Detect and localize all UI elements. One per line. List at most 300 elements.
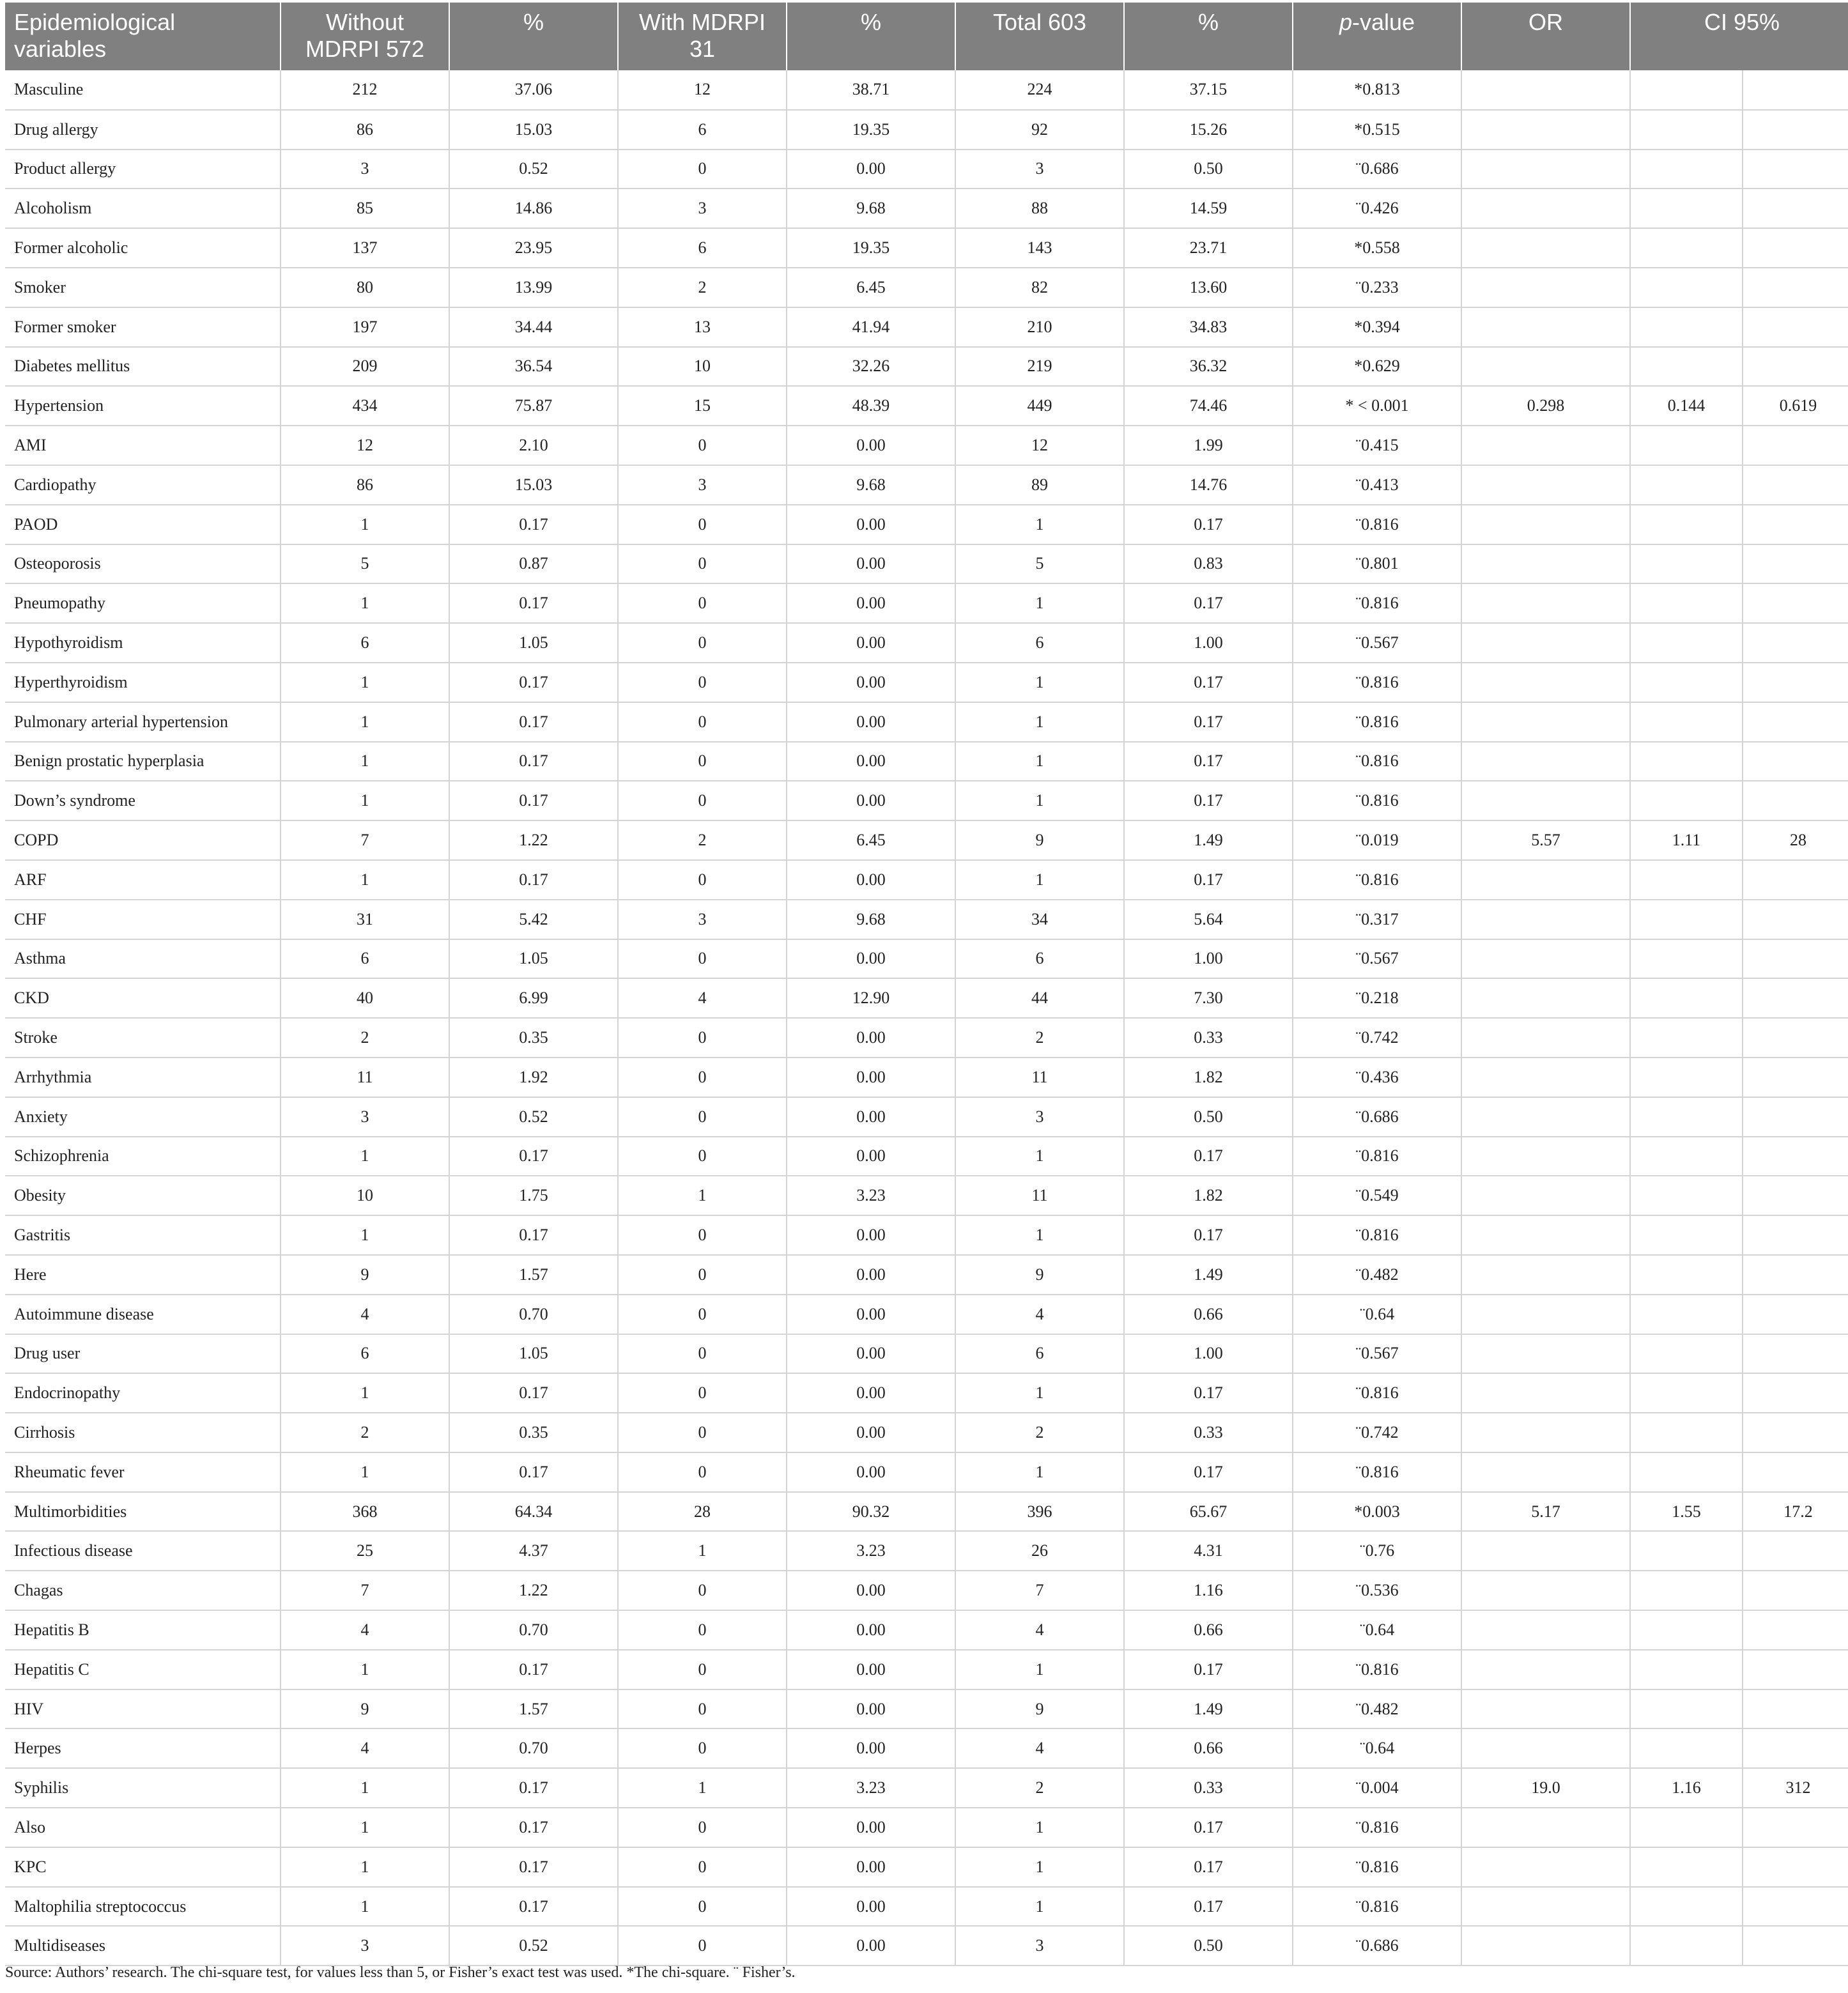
cell-total-count: 12 <box>955 426 1124 465</box>
cell-ci-lower <box>1630 1571 1743 1610</box>
cell-odds-ratio <box>1461 1847 1630 1887</box>
cell-without-percent: 0.17 <box>449 1452 618 1492</box>
cell-without-percent: 13.99 <box>449 268 618 307</box>
cell-odds-ratio <box>1461 1137 1630 1176</box>
cell-total-count: 1 <box>955 781 1124 820</box>
cell-variable-name: Diabetes mellitus <box>5 347 281 387</box>
cell-p-value: *0.003 <box>1293 1492 1461 1532</box>
cell-ci-lower <box>1630 307 1743 347</box>
cell-variable-name: Rheumatic fever <box>5 1452 281 1492</box>
cell-variable-name: Drug allergy <box>5 110 281 150</box>
cell-with-percent: 0.00 <box>787 1571 955 1610</box>
cell-without-count: 9 <box>281 1255 449 1295</box>
cell-ci-lower: 1.16 <box>1630 1768 1743 1808</box>
cell-with-count: 0 <box>618 663 787 702</box>
cell-without-percent: 36.54 <box>449 347 618 387</box>
table-row <box>5 347 1848 387</box>
header-total: Total 603 <box>955 3 1124 70</box>
cell-with-count: 3 <box>618 465 787 505</box>
cell-p-value: ¨0.415 <box>1293 426 1461 465</box>
header-variable: Epidemiological variables <box>5 3 281 70</box>
cell-odds-ratio <box>1461 1373 1630 1413</box>
cell-odds-ratio <box>1461 426 1630 465</box>
cell-with-percent: 12.90 <box>787 978 955 1018</box>
header-or: OR <box>1461 3 1630 70</box>
cell-total-count: 44 <box>955 978 1124 1018</box>
cell-p-value: * < 0.001 <box>1293 386 1461 426</box>
cell-p-value: *0.813 <box>1293 70 1461 110</box>
cell-total-percent: 1.49 <box>1124 1689 1293 1729</box>
cell-p-value: ¨0.816 <box>1293 663 1461 702</box>
cell-odds-ratio <box>1461 702 1630 742</box>
cell-ci-upper <box>1743 663 1848 702</box>
cell-with-percent: 0.00 <box>787 1018 955 1058</box>
table-row <box>5 663 1848 702</box>
cell-odds-ratio: 19.0 <box>1461 1768 1630 1808</box>
cell-with-percent: 32.26 <box>787 347 955 387</box>
cell-total-percent: 0.17 <box>1124 742 1293 781</box>
cell-variable-name: Autoimmune disease <box>5 1295 281 1334</box>
cell-ci-lower <box>1630 1847 1743 1887</box>
cell-ci-upper <box>1743 1808 1848 1847</box>
cell-with-count: 0 <box>618 426 787 465</box>
cell-without-count: 31 <box>281 900 449 939</box>
table-body <box>5 70 1848 1966</box>
cell-variable-name: Asthma <box>5 939 281 979</box>
cell-with-count: 0 <box>618 1650 787 1689</box>
cell-without-percent: 0.17 <box>449 1650 618 1689</box>
cell-ci-lower <box>1630 1452 1743 1492</box>
cell-total-percent: 0.17 <box>1124 1650 1293 1689</box>
cell-ci-lower <box>1630 1531 1743 1571</box>
cell-odds-ratio <box>1461 110 1630 150</box>
cell-p-value: ¨0.816 <box>1293 1808 1461 1847</box>
cell-odds-ratio <box>1461 1531 1630 1571</box>
cell-without-count: 368 <box>281 1492 449 1532</box>
cell-odds-ratio <box>1461 1887 1630 1927</box>
cell-with-count: 2 <box>618 820 787 860</box>
cell-odds-ratio <box>1461 70 1630 110</box>
cell-variable-name: Multimorbidities <box>5 1492 281 1532</box>
cell-variable-name: Syphilis <box>5 1768 281 1808</box>
cell-without-percent: 1.05 <box>449 1334 618 1374</box>
cell-total-count: 1 <box>955 1452 1124 1492</box>
cell-p-value: ¨0.218 <box>1293 978 1461 1018</box>
cell-with-percent: 0.00 <box>787 505 955 544</box>
cell-variable-name: Benign prostatic hyperplasia <box>5 742 281 781</box>
cell-total-count: 3 <box>955 1097 1124 1137</box>
cell-p-value: ¨0.816 <box>1293 505 1461 544</box>
cell-odds-ratio <box>1461 268 1630 307</box>
table-row <box>5 1215 1848 1255</box>
cell-ci-lower <box>1630 781 1743 820</box>
cell-with-percent: 0.00 <box>787 1926 955 1966</box>
cell-without-percent: 0.17 <box>449 505 618 544</box>
cell-variable-name: Here <box>5 1255 281 1295</box>
cell-total-percent: 1.00 <box>1124 1334 1293 1374</box>
cell-ci-upper <box>1743 583 1848 623</box>
cell-with-percent: 0.00 <box>787 583 955 623</box>
p-value-suffix: -value <box>1351 9 1415 35</box>
cell-p-value: ¨0.64 <box>1293 1295 1461 1334</box>
cell-total-count: 219 <box>955 347 1124 387</box>
cell-with-count: 0 <box>618 583 787 623</box>
cell-with-percent: 0.00 <box>787 1650 955 1689</box>
cell-ci-lower <box>1630 1373 1743 1413</box>
cell-ci-upper <box>1743 307 1848 347</box>
cell-total-count: 88 <box>955 189 1124 228</box>
cell-variable-name: Obesity <box>5 1176 281 1215</box>
cell-without-count: 4 <box>281 1610 449 1650</box>
cell-without-count: 6 <box>281 1334 449 1374</box>
cell-total-count: 1 <box>955 1373 1124 1413</box>
table-row <box>5 1334 1848 1374</box>
cell-without-percent: 15.03 <box>449 110 618 150</box>
cell-variable-name: AMI <box>5 426 281 465</box>
cell-with-percent: 9.68 <box>787 465 955 505</box>
cell-without-percent: 0.17 <box>449 781 618 820</box>
cell-ci-upper <box>1743 1571 1848 1610</box>
cell-total-percent: 14.59 <box>1124 189 1293 228</box>
table-row <box>5 860 1848 900</box>
cell-total-percent: 5.64 <box>1124 900 1293 939</box>
cell-variable-name: Schizophrenia <box>5 1137 281 1176</box>
cell-ci-upper <box>1743 1847 1848 1887</box>
cell-with-count: 10 <box>618 347 787 387</box>
header-percent: % <box>787 3 955 70</box>
cell-p-value: *0.394 <box>1293 307 1461 347</box>
cell-without-percent: 1.05 <box>449 623 618 663</box>
cell-with-percent: 0.00 <box>787 781 955 820</box>
table-row <box>5 1808 1848 1847</box>
table-row <box>5 939 1848 979</box>
cell-p-value: ¨0.482 <box>1293 1255 1461 1295</box>
cell-odds-ratio <box>1461 189 1630 228</box>
cell-without-percent: 0.17 <box>449 702 618 742</box>
cell-without-percent: 0.17 <box>449 583 618 623</box>
table-row <box>5 189 1848 228</box>
cell-variable-name: Herpes <box>5 1728 281 1768</box>
cell-without-percent: 0.17 <box>449 1768 618 1808</box>
table-row <box>5 150 1848 189</box>
cell-variable-name: Anxiety <box>5 1097 281 1137</box>
cell-total-percent: 0.17 <box>1124 702 1293 742</box>
cell-without-percent: 1.57 <box>449 1255 618 1295</box>
table-row <box>5 307 1848 347</box>
cell-variable-name: Cirrhosis <box>5 1413 281 1452</box>
cell-total-percent: 37.15 <box>1124 70 1293 110</box>
cell-total-count: 5 <box>955 544 1124 584</box>
cell-with-count: 0 <box>618 1847 787 1887</box>
table-row <box>5 1610 1848 1650</box>
cell-variable-name: Also <box>5 1808 281 1847</box>
table-row <box>5 1847 1848 1887</box>
cell-ci-lower <box>1630 189 1743 228</box>
cell-p-value: ¨0.004 <box>1293 1768 1461 1808</box>
cell-ci-lower <box>1630 110 1743 150</box>
cell-with-count: 0 <box>618 1137 787 1176</box>
table-row <box>5 1176 1848 1215</box>
epidemiological-table <box>5 3 1848 1966</box>
cell-with-percent: 0.00 <box>787 1728 955 1768</box>
cell-without-percent: 75.87 <box>449 386 618 426</box>
cell-ci-upper <box>1743 150 1848 189</box>
cell-with-count: 0 <box>618 623 787 663</box>
cell-ci-upper: 0.619 <box>1743 386 1848 426</box>
cell-with-count: 0 <box>618 1373 787 1413</box>
cell-ci-lower <box>1630 1018 1743 1058</box>
cell-without-count: 197 <box>281 307 449 347</box>
cell-with-count: 0 <box>618 860 787 900</box>
cell-odds-ratio <box>1461 1295 1630 1334</box>
cell-odds-ratio <box>1461 860 1630 900</box>
cell-p-value: ¨0.76 <box>1293 1531 1461 1571</box>
cell-without-percent: 0.87 <box>449 544 618 584</box>
cell-with-percent: 0.00 <box>787 1847 955 1887</box>
cell-ci-upper <box>1743 544 1848 584</box>
cell-with-percent: 0.00 <box>787 742 955 781</box>
cell-variable-name: CHF <box>5 900 281 939</box>
cell-with-percent: 9.68 <box>787 189 955 228</box>
cell-ci-upper <box>1743 1255 1848 1295</box>
cell-ci-lower <box>1630 939 1743 979</box>
cell-with-percent: 0.00 <box>787 150 955 189</box>
cell-ci-upper <box>1743 781 1848 820</box>
cell-without-percent: 64.34 <box>449 1492 618 1532</box>
cell-ci-lower <box>1630 268 1743 307</box>
cell-total-percent: 0.66 <box>1124 1295 1293 1334</box>
table-row <box>5 1413 1848 1452</box>
cell-variable-name: PAOD <box>5 505 281 544</box>
cell-p-value: ¨0.816 <box>1293 1847 1461 1887</box>
cell-odds-ratio: 0.298 <box>1461 386 1630 426</box>
cell-total-percent: 0.66 <box>1124 1728 1293 1768</box>
table-row <box>5 1571 1848 1610</box>
cell-with-count: 3 <box>618 900 787 939</box>
cell-variable-name: Hypothyroidism <box>5 623 281 663</box>
cell-variable-name: Product allergy <box>5 150 281 189</box>
cell-total-percent: 74.46 <box>1124 386 1293 426</box>
cell-without-count: 7 <box>281 1571 449 1610</box>
cell-variable-name: Stroke <box>5 1018 281 1058</box>
cell-with-count: 0 <box>618 1097 787 1137</box>
cell-without-percent: 5.42 <box>449 900 618 939</box>
cell-total-percent: 0.50 <box>1124 1926 1293 1966</box>
cell-p-value: ¨0.816 <box>1293 1452 1461 1492</box>
table-row <box>5 583 1848 623</box>
cell-ci-lower <box>1630 1610 1743 1650</box>
cell-with-count: 0 <box>618 781 787 820</box>
cell-ci-upper <box>1743 1058 1848 1097</box>
cell-ci-upper: 312 <box>1743 1768 1848 1808</box>
header-without-mdrpi: Without MDRPI 572 <box>281 3 449 70</box>
cell-without-percent: 2.10 <box>449 426 618 465</box>
cell-with-count: 0 <box>618 1610 787 1650</box>
cell-ci-upper <box>1743 1137 1848 1176</box>
cell-total-percent: 14.76 <box>1124 465 1293 505</box>
cell-without-count: 1 <box>281 1650 449 1689</box>
cell-total-percent: 0.17 <box>1124 781 1293 820</box>
cell-total-percent: 0.33 <box>1124 1018 1293 1058</box>
table-row <box>5 820 1848 860</box>
cell-without-count: 3 <box>281 1926 449 1966</box>
table-row <box>5 426 1848 465</box>
cell-total-percent: 0.50 <box>1124 150 1293 189</box>
cell-total-count: 9 <box>955 1689 1124 1729</box>
cell-total-percent: 0.66 <box>1124 1610 1293 1650</box>
table-row <box>5 742 1848 781</box>
cell-total-percent: 1.82 <box>1124 1176 1293 1215</box>
cell-p-value: ¨0.816 <box>1293 1373 1461 1413</box>
cell-variable-name: Smoker <box>5 268 281 307</box>
table-row <box>5 110 1848 150</box>
cell-ci-lower <box>1630 1176 1743 1215</box>
cell-odds-ratio <box>1461 544 1630 584</box>
cell-without-count: 1 <box>281 860 449 900</box>
cell-without-count: 3 <box>281 150 449 189</box>
cell-total-count: 1 <box>955 1137 1124 1176</box>
cell-total-percent: 0.33 <box>1124 1768 1293 1808</box>
cell-p-value: *0.629 <box>1293 347 1461 387</box>
cell-with-count: 12 <box>618 70 787 110</box>
cell-ci-upper <box>1743 1334 1848 1374</box>
cell-total-count: 82 <box>955 268 1124 307</box>
cell-ci-lower <box>1630 978 1743 1018</box>
cell-variable-name: Multidiseases <box>5 1926 281 1966</box>
cell-ci-upper <box>1743 1531 1848 1571</box>
cell-with-count: 0 <box>618 1926 787 1966</box>
cell-p-value: ¨0.64 <box>1293 1728 1461 1768</box>
cell-without-percent: 0.70 <box>449 1610 618 1650</box>
table-row <box>5 1492 1848 1532</box>
cell-with-percent: 0.00 <box>787 1215 955 1255</box>
cell-total-percent: 0.33 <box>1124 1413 1293 1452</box>
table-row <box>5 228 1848 268</box>
cell-variable-name: Hypertension <box>5 386 281 426</box>
cell-p-value: ¨0.816 <box>1293 1887 1461 1927</box>
cell-ci-upper: 17.2 <box>1743 1492 1848 1532</box>
table-row <box>5 1926 1848 1966</box>
cell-without-percent: 0.17 <box>449 1373 618 1413</box>
cell-ci-lower <box>1630 426 1743 465</box>
cell-variable-name: Pulmonary arterial hypertension <box>5 702 281 742</box>
cell-without-count: 209 <box>281 347 449 387</box>
cell-variable-name: Chagas <box>5 1571 281 1610</box>
table-row <box>5 702 1848 742</box>
cell-odds-ratio <box>1461 1018 1630 1058</box>
cell-with-percent: 3.23 <box>787 1531 955 1571</box>
cell-without-percent: 0.17 <box>449 860 618 900</box>
cell-ci-lower <box>1630 465 1743 505</box>
header-p-value <box>1293 3 1461 70</box>
cell-with-percent: 0.00 <box>787 702 955 742</box>
cell-ci-lower <box>1630 1728 1743 1768</box>
cell-with-count: 28 <box>618 1492 787 1532</box>
cell-with-percent: 0.00 <box>787 1452 955 1492</box>
cell-odds-ratio <box>1461 1058 1630 1097</box>
cell-total-percent: 0.50 <box>1124 1097 1293 1137</box>
cell-without-percent: 0.17 <box>449 742 618 781</box>
cell-ci-lower <box>1630 1215 1743 1255</box>
cell-ci-lower <box>1630 1058 1743 1097</box>
cell-ci-upper <box>1743 1650 1848 1689</box>
cell-ci-lower <box>1630 1808 1743 1847</box>
cell-without-count: 85 <box>281 189 449 228</box>
cell-total-count: 1 <box>955 702 1124 742</box>
cell-variable-name: Arrhythmia <box>5 1058 281 1097</box>
cell-without-count: 25 <box>281 1531 449 1571</box>
cell-without-count: 86 <box>281 110 449 150</box>
cell-ci-upper <box>1743 189 1848 228</box>
cell-p-value: ¨0.686 <box>1293 1926 1461 1966</box>
table-row <box>5 1689 1848 1729</box>
cell-ci-upper <box>1743 426 1848 465</box>
cell-with-percent: 41.94 <box>787 307 955 347</box>
cell-with-percent: 3.23 <box>787 1768 955 1808</box>
cell-p-value: ¨0.64 <box>1293 1610 1461 1650</box>
cell-total-percent: 0.17 <box>1124 663 1293 702</box>
table-row <box>5 1650 1848 1689</box>
cell-with-percent: 6.45 <box>787 268 955 307</box>
cell-ci-lower <box>1630 505 1743 544</box>
cell-ci-lower <box>1630 544 1743 584</box>
cell-total-percent: 0.17 <box>1124 1808 1293 1847</box>
cell-ci-lower <box>1630 900 1743 939</box>
table-row <box>5 70 1848 110</box>
cell-with-percent: 0.00 <box>787 1295 955 1334</box>
cell-with-count: 0 <box>618 1295 787 1334</box>
cell-without-count: 1 <box>281 1137 449 1176</box>
cell-with-count: 0 <box>618 742 787 781</box>
cell-total-count: 1 <box>955 1847 1124 1887</box>
cell-total-count: 2 <box>955 1768 1124 1808</box>
cell-ci-upper: 28 <box>1743 820 1848 860</box>
cell-with-percent: 0.00 <box>787 623 955 663</box>
cell-without-count: 1 <box>281 781 449 820</box>
cell-without-count: 434 <box>281 386 449 426</box>
cell-without-count: 2 <box>281 1018 449 1058</box>
cell-odds-ratio <box>1461 228 1630 268</box>
cell-without-percent: 0.52 <box>449 1097 618 1137</box>
cell-without-count: 1 <box>281 583 449 623</box>
cell-p-value: ¨0.567 <box>1293 939 1461 979</box>
cell-ci-upper <box>1743 939 1848 979</box>
cell-without-count: 1 <box>281 1808 449 1847</box>
cell-total-count: 2 <box>955 1413 1124 1452</box>
cell-p-value: *0.558 <box>1293 228 1461 268</box>
cell-without-count: 9 <box>281 1689 449 1729</box>
cell-variable-name: Masculine <box>5 70 281 110</box>
cell-without-percent: 15.03 <box>449 465 618 505</box>
cell-without-percent: 1.22 <box>449 820 618 860</box>
cell-odds-ratio <box>1461 1728 1630 1768</box>
cell-with-percent: 90.32 <box>787 1492 955 1532</box>
cell-total-percent: 0.17 <box>1124 1373 1293 1413</box>
cell-total-percent: 13.60 <box>1124 268 1293 307</box>
cell-ci-lower <box>1630 1295 1743 1334</box>
cell-ci-lower: 1.11 <box>1630 820 1743 860</box>
cell-odds-ratio <box>1461 1610 1630 1650</box>
cell-ci-upper <box>1743 860 1848 900</box>
cell-with-percent: 0.00 <box>787 1097 955 1137</box>
cell-odds-ratio <box>1461 465 1630 505</box>
cell-with-count: 1 <box>618 1531 787 1571</box>
cell-ci-lower <box>1630 1334 1743 1374</box>
cell-ci-upper <box>1743 1926 1848 1966</box>
table-row <box>5 1137 1848 1176</box>
cell-without-percent: 0.70 <box>449 1295 618 1334</box>
cell-variable-name: HIV <box>5 1689 281 1729</box>
